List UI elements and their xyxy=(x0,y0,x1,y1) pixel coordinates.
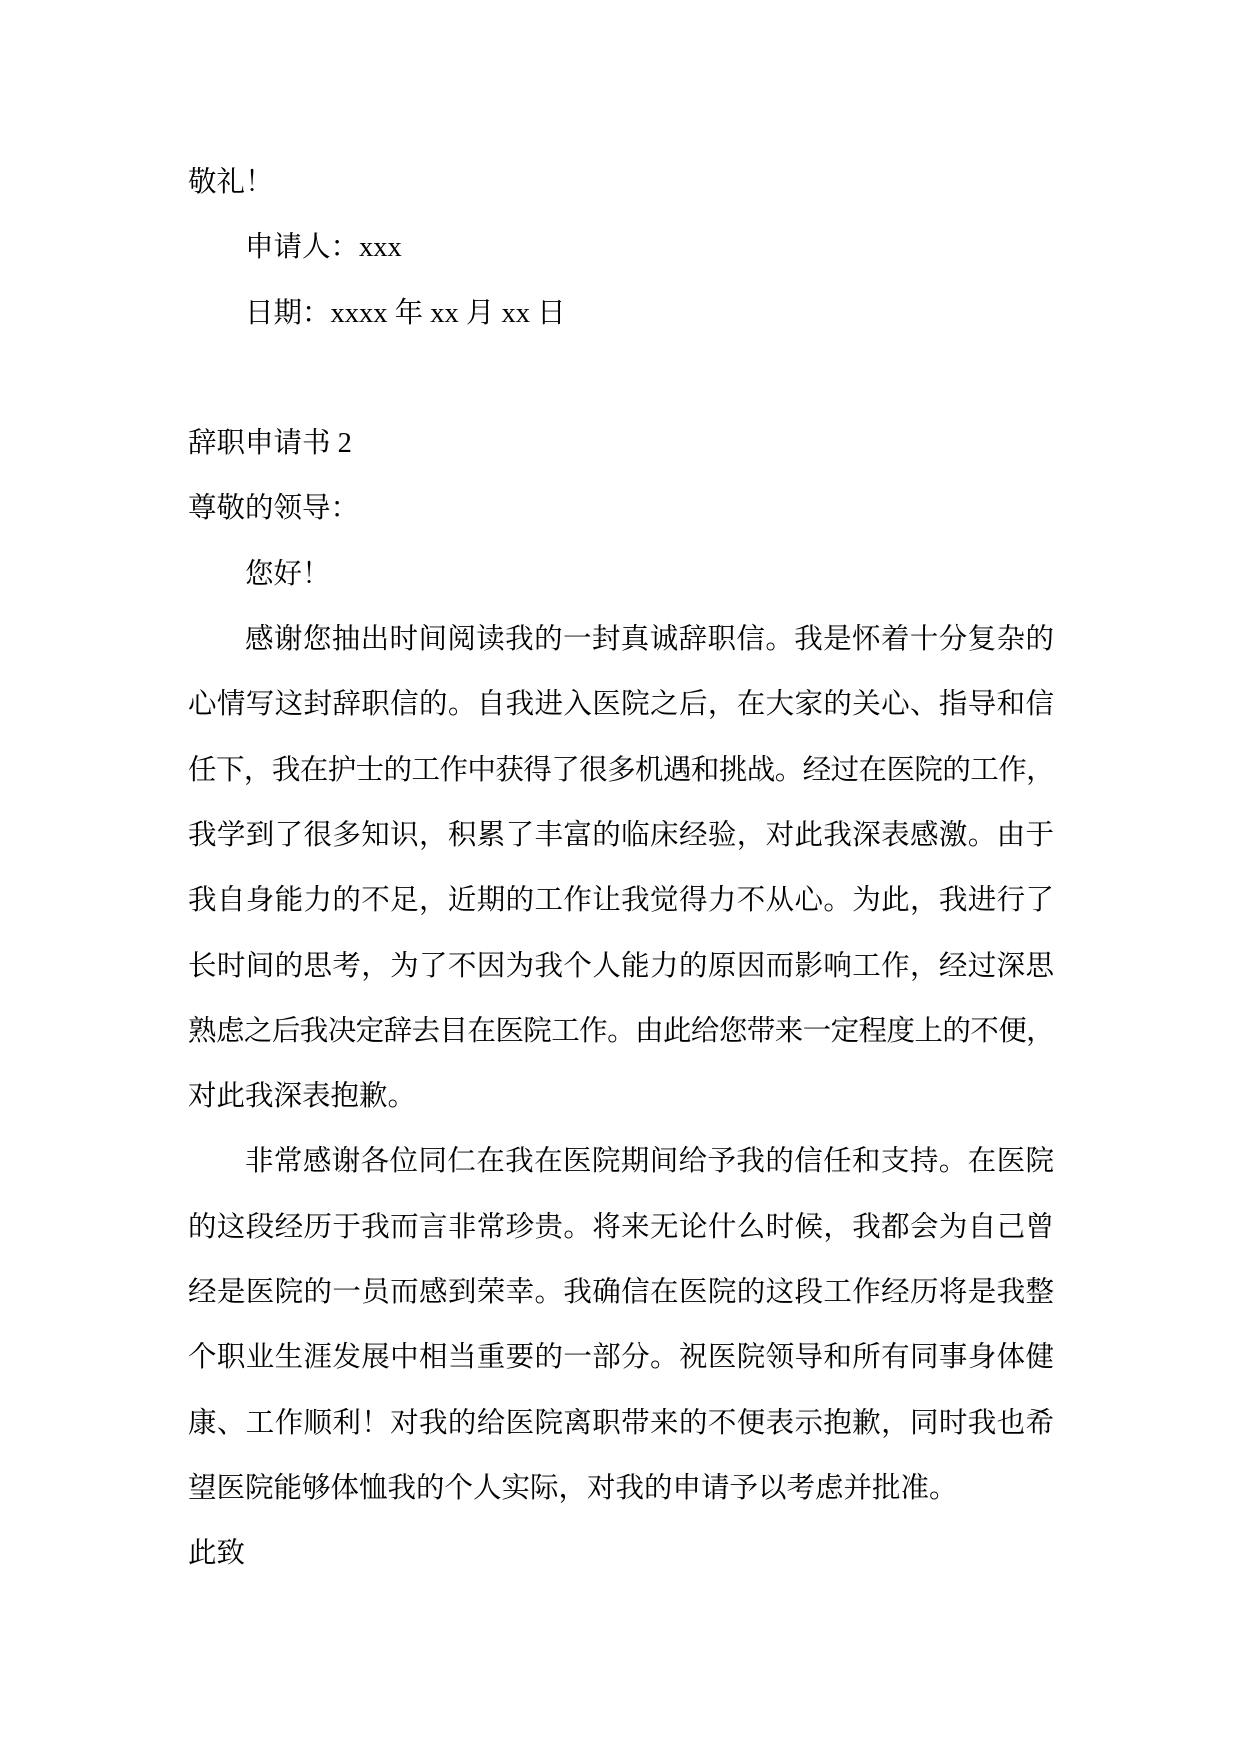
paragraph-line: 任下，我在护士的工作中获得了很多机遇和挑战。经过在医院的工作， xyxy=(188,754,1054,786)
body-paragraph xyxy=(188,607,1054,1129)
paragraph-line: 我学到了很多知识，积累了丰富的临床经验，对此我深表感激。由于 xyxy=(188,819,1054,851)
paragraph-line: 对此我深表抱歉。 xyxy=(188,1081,417,1113)
applicant-line: 申请人：xxx xyxy=(245,232,402,264)
paragraph-line: 康、工作顺利！对我的给医院离职带来的不便表示抱歉，同时我也希 xyxy=(188,1407,1054,1439)
closing-salutation: 敬礼！ xyxy=(188,167,274,198)
paragraph-line: 望医院能够体恤我的个人实际，对我的申请予以考虑并批准。 xyxy=(188,1472,958,1504)
paragraph-line: 我自身能力的不足，近期的工作让我觉得力不从心。为此，我进行了 xyxy=(188,885,1054,917)
blank-line xyxy=(188,346,1054,411)
paragraph-line: 感谢您抽出时间阅读我的一封真诚辞职信。我是怀着十分复杂的 xyxy=(245,624,1054,656)
salutation: 尊敬的领导： xyxy=(188,493,360,525)
paragraph-line: 经是医院的一员而感到荣幸。我确信在医院的这段工作经历将是我整 xyxy=(188,1277,1054,1309)
paragraph-line: 的这段经历于我而言非常珍贵。将来无论什么时候，我都会为自己曾 xyxy=(188,1211,1054,1243)
body-paragraph xyxy=(188,1129,1054,1521)
closing-phrase: 此致 xyxy=(188,1538,246,1570)
letter-title: 辞职申请书 2 xyxy=(188,428,352,460)
greeting: 您好！ xyxy=(245,558,331,590)
paragraph-line: 个职业生涯发展中相当重要的一部分。祝医院领导和所有同事身体健 xyxy=(188,1342,1054,1374)
document-body xyxy=(188,150,1054,1587)
paragraph-line: 熟虑之后我决定辞去目在医院工作。由此给您带来一定程度上的不便， xyxy=(188,1015,1054,1047)
date-line: 日期：xxxx 年 xx 月 xx 日 xyxy=(245,297,566,329)
paragraph-line: 非常感谢各位同仁在我在医院期间给予我的信任和支持。在医院 xyxy=(245,1146,1054,1178)
paragraph-line: 心情写这封辞职信的。自我进入医院之后，在大家的关心、指导和信 xyxy=(188,689,1054,721)
paragraph-line: 长时间的思考，为了不因为我个人能力的原因而影响工作，经过深思 xyxy=(188,950,1054,982)
